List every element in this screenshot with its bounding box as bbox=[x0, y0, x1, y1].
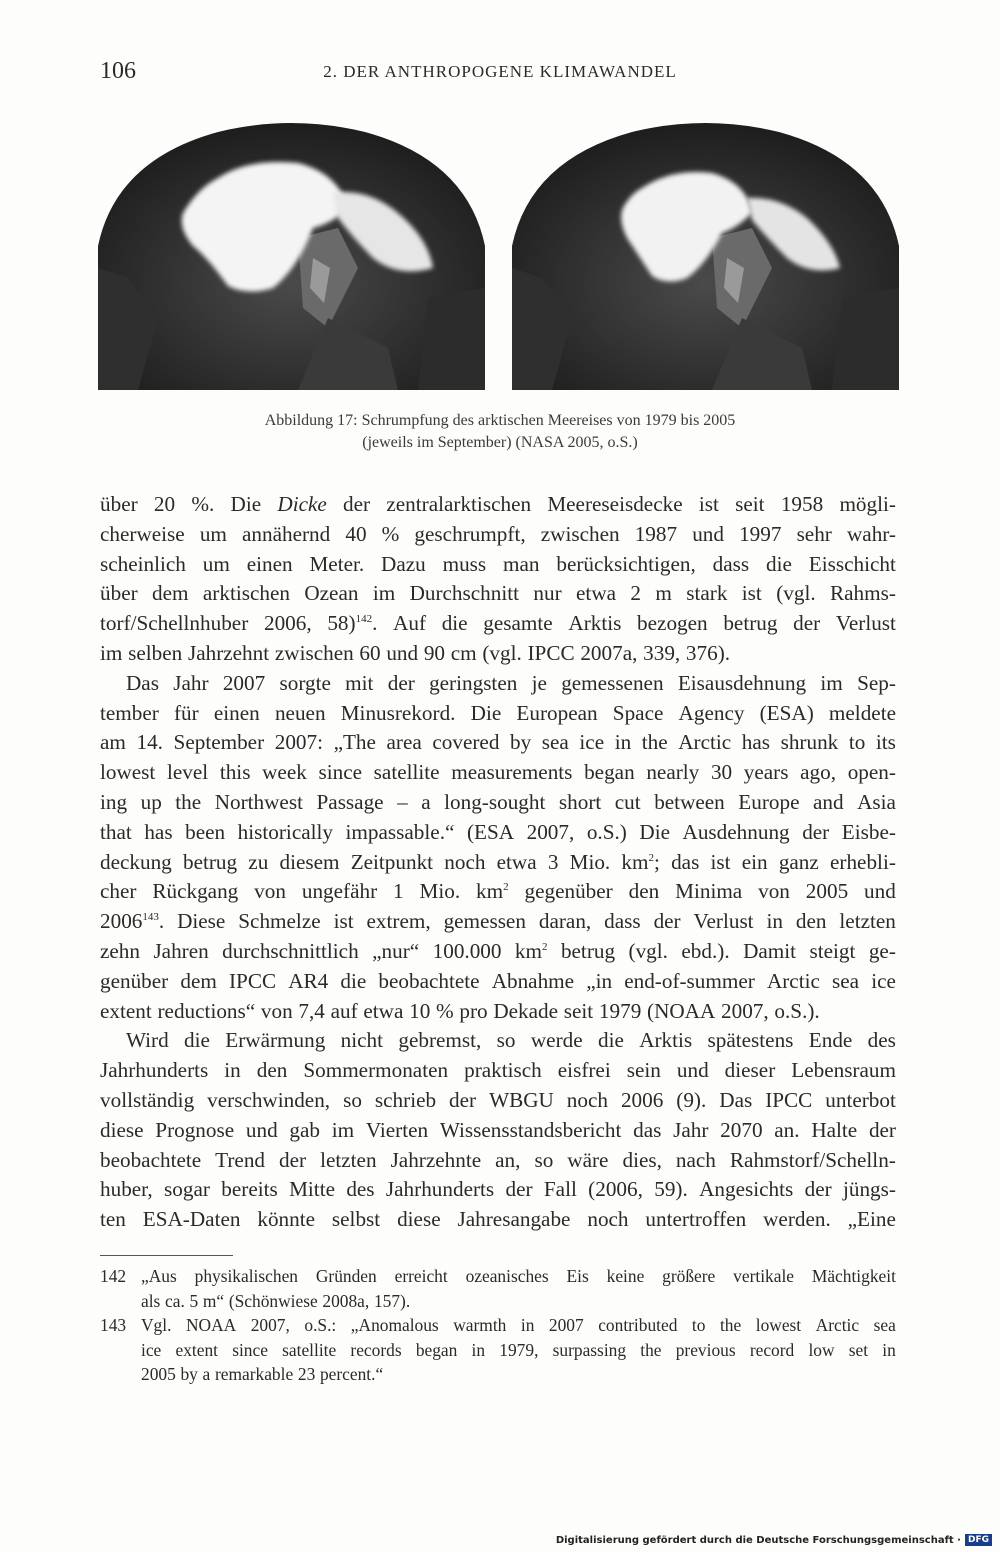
banner-text: Digitalisierung gefördert durch die Deutsche Forschungsgemeinschaft · bbox=[555, 1534, 961, 1546]
footnote-number: 142 bbox=[100, 1266, 127, 1286]
body-line: extent reductions“ von 7,4 auf etwa 10 % pro Dekade seit 1979 (NOAA 2007, o.S.). bbox=[100, 998, 820, 1023]
running-header bbox=[100, 58, 900, 92]
footnote-line: ice extent since satellite records began in 1979, surpassing the previous record low set in bbox=[141, 1339, 896, 1360]
body-line: über dem arktischen Ozean im Durchschnitt nur etwa 2 m stark ist (vgl. Rahms- bbox=[100, 581, 896, 606]
body-line: huber, sogar bereits Mitte des Jahrhunderts der Fall (2006, 59). Angesichts der jüngs- bbox=[100, 1177, 896, 1202]
footnote-separator bbox=[100, 1255, 233, 1256]
footnote bbox=[100, 1264, 896, 1313]
body-line: deckung betrug zu diesem Zeitpunkt noch etwa 3 Mio. $km^2$; das ist ein ganz erhebli- bbox=[100, 849, 896, 874]
footnote-line: 2005 by a remarkable 23 percent.“ bbox=[141, 1364, 384, 1384]
running-title: 2. DER ANTHROPOGENE KLIMAWANDEL bbox=[323, 62, 677, 81]
body-line: tember für einen neuen Minusrekord. Die European Space Agency (ESA) meldete bbox=[100, 700, 896, 725]
body-line: genüber dem IPCC AR4 die beobachtete Abnahme „in end-of-summer Arctic sea ice bbox=[100, 968, 896, 993]
body-line: vollständig verschwinden, so schrieb der WBGU noch 2006 (9). Das IPCC unterbot bbox=[100, 1087, 896, 1112]
body-line: im selben Jahrzehnt zwischen 60 und 90 cm (vgl. IPCC 2007a, 339, 376). bbox=[100, 640, 731, 665]
body-line: scheinlich um einen Meter. Dazu muss man berücksichtigen, dass die Eisschicht bbox=[100, 551, 896, 576]
footnote-line: als ca. 5 m“ (Schönwiese 2008a, 157). bbox=[141, 1290, 411, 1311]
body-line: zehn Jahren durchschnittlich „nur“ 100.000 $km^2$ betrug (vgl. ebd.). Damit steigt ge- bbox=[100, 938, 896, 963]
footnote-line: „Aus physikalischen Gründen erreicht ozeanisches Eis keine größere vertikale Mächtigkeit bbox=[141, 1266, 896, 1286]
body-line: 2006$^{143}$. Diese Schmelze ist extrem, gemessen daran, dass der Verlust in den letzten bbox=[100, 909, 896, 934]
footnotes bbox=[100, 1264, 896, 1387]
body-line: über 20 %. Die Dicke der zentralarktischen Meereseisdecke ist seit 1958 mögli- bbox=[100, 492, 896, 516]
arctic-sea-ice-map-2005 bbox=[512, 118, 899, 390]
digitization-banner bbox=[556, 1532, 992, 1548]
body-line: am 14. September 2007: „The area covered by sea ice in the Arctic has shrunk to its bbox=[100, 730, 896, 755]
footnote-line: Vgl. NOAA 2007, o.S.: „Anomalous warmth in 2007 contributed to the lowest Arctic sea bbox=[141, 1315, 896, 1335]
body-line: that has been historically impassable.“ (ESA 2007, o.S.) Die Ausdehnung der Eisbe- bbox=[100, 819, 896, 844]
figure-caption bbox=[100, 410, 900, 454]
body-line: torf/Schellnhuber 2006, 58)$^{142}$. Auf die gesamte Arktis bezogen betrug der Verlust bbox=[100, 611, 896, 636]
body-line: Jahrhunderts in den Sommermonaten praktisch eisfrei sein und dieser Lebensraum bbox=[100, 1058, 896, 1083]
body-line: ing up the Northwest Passage – a long-sought short cut between Europe and Asia bbox=[100, 789, 896, 814]
body-line: lowest level this week since satellite measurements began nearly 30 years ago, open- bbox=[100, 760, 896, 785]
page-number: 106 bbox=[100, 58, 136, 84]
body-line: beobachtete Trend der letzten Jahrzehnte an, so wäre dies, nach Rahmstorf/Schelln- bbox=[100, 1147, 896, 1172]
body-line: Das Jahr 2007 sorgte mit der geringsten je gemessenen Eisausdehnung im Sep- bbox=[126, 670, 896, 695]
body-line: cherweise um annähernd 40 % geschrumpft, zwischen 1987 und 1997 sehr wahr- bbox=[100, 521, 896, 546]
body-line: ten ESA-Daten könnte selbst diese Jahresangabe noch untertroffen werden. „Eine bbox=[100, 1207, 896, 1232]
body-line: Wird die Erwärmung nicht gebremst, so werde die Arktis spätestens Ende des bbox=[126, 1028, 896, 1053]
body-line: diese Prognose und gab im Vierten Wissensstandsbericht das Jahr 2070 an. Halte der bbox=[100, 1117, 896, 1142]
footnote-number: 143 bbox=[100, 1315, 127, 1335]
footnote bbox=[100, 1313, 896, 1387]
caption-line: Abbildung 17: Schrumpfung des arktischen Meereises von 1979 bis 2005 bbox=[264, 412, 736, 429]
dfg-logo: DFG bbox=[965, 1534, 992, 1546]
body-text bbox=[100, 490, 896, 1235]
arctic-sea-ice-map-1979 bbox=[98, 118, 485, 390]
figure-sea-ice bbox=[98, 118, 902, 390]
caption-line: (jeweils im September) (NASA 2005, o.S.) bbox=[362, 434, 638, 451]
body-line: cher Rückgang von ungefähr 1 Mio. $km^2$ gegenüber den Minima von 2005 und bbox=[100, 879, 896, 904]
